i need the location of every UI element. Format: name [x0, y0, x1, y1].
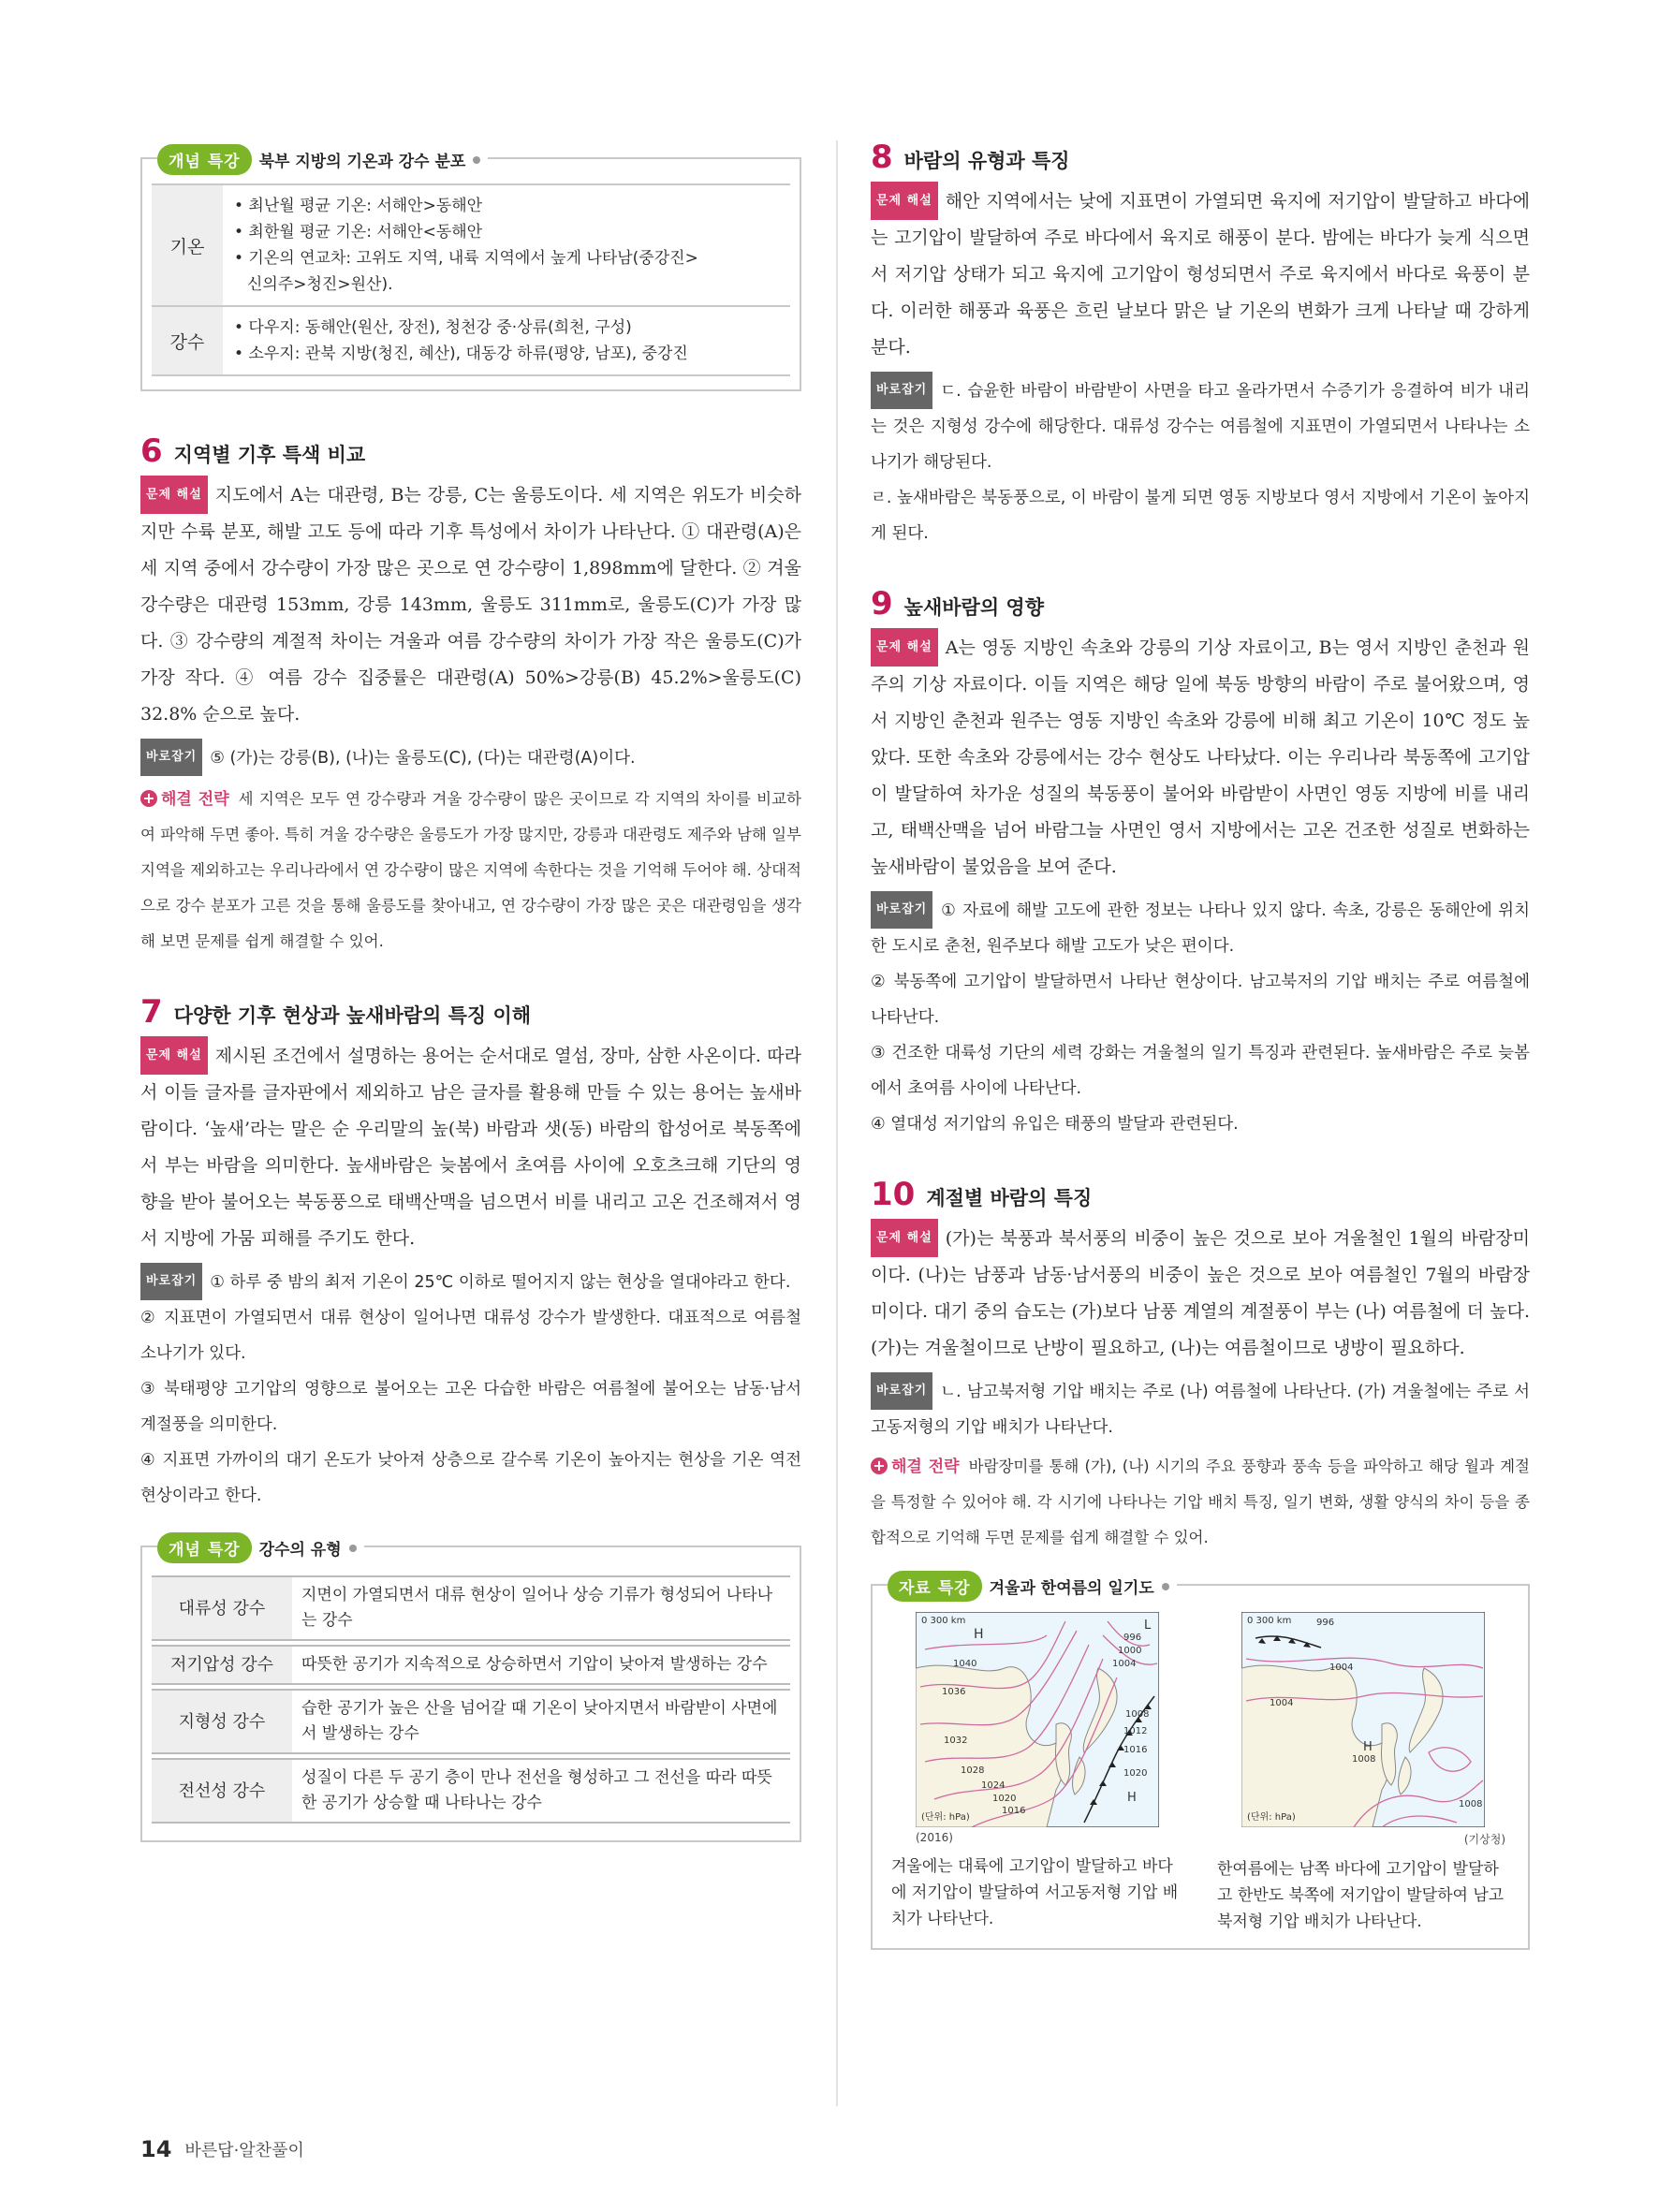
concept-pill: 개념 특강	[157, 1532, 252, 1563]
table-row	[152, 184, 790, 306]
correction: ㄹ. 높새바람은 북동풍으로, 이 바람이 불게 되면 영동 지방보다 영서 지방에서 기온이 높아지게 된다.	[871, 489, 1530, 543]
section-number: 6	[140, 432, 163, 470]
row-head: 대류성 강수	[152, 1575, 292, 1641]
table-row	[152, 306, 790, 375]
map-label: 1004	[1270, 1698, 1294, 1708]
tip-text: 세 지역은 모두 연 강수량과 겨울 강수량이 많은 곳이므로 각 지역의 차이를 비교하여 파악해 두면 좋아. 특히 겨울 강수량은 울릉도가 가장 많지만, 강릉과 대관령도 제주와 남해 일부 지역을 제외하고는 우리나라에서 연 강수량이 많은 지역에 속한다는 것을 기억해 두어야 해. 상대적으로 강수 분포가 고른 것을 통해 울릉도를 찾아내고, 연 강수량이 가장 많은 곳은 대관령임을 생각해 보면 문제를 쉽게 해결할 수 있어.	[140, 790, 801, 950]
list-item: • 최한월 평균 기온: 서해안<동해안	[234, 223, 483, 242]
plus-icon: +	[871, 1458, 888, 1474]
explanation-text: A는 영동 지방인 속초와 강릉의 기상 자료이고, B는 영서 지방인 춘천과 원주의 기상 자료이다. 이들 지역은 해당 일에 북동 방향의 바람이 주로 불어왔으며, 영서 지방인 춘천과 원주는 영동 지방인 속초와 강릉에 비해 최고 기온이 10℃ 정도 높았다. 또한 속초와 강릉에서는 강수 현상도 나타났다. 이는 우리나라 북동쪽에 고기압이 발달하여 차가운 성질의 북동풍이 불어와 바람받이 사면인 영동 지방에 비를 내리고, 태백산맥을 넘어 바람그늘 사면인 영서 지방에서는 고온 건조한 성질로 변화하는 높새바람이 불었음을 보여 준다.	[871, 637, 1530, 877]
table-row	[152, 1689, 790, 1754]
map-label: 1004	[1329, 1663, 1354, 1673]
concept-box-title	[157, 144, 488, 175]
right-column	[871, 140, 1530, 1950]
summer-map-column	[1217, 1612, 1509, 1935]
map-label: 1012	[1123, 1726, 1148, 1736]
map-source-row	[891, 1831, 1183, 1844]
tip-text: 바람장미를 통해 (가), (나) 시기의 주요 풍향과 풍속 등을 파악하고 해당 월과 계절을 특정할 수 있어야 해. 각 시기에 나타나는 기압 배치 특징, 일기 변화, 생활 양식의 차이 등을 종합적으로 기억해 두면 문제를 쉽게 해결할 수 있어.	[871, 1458, 1530, 1546]
map-label: H	[1363, 1740, 1373, 1754]
list-item: 신의주>청진>원산).	[247, 275, 393, 294]
bullet-dot-icon	[473, 156, 480, 164]
row-body	[223, 184, 790, 306]
map-label: 1000	[1118, 1646, 1142, 1656]
strategy-tip	[871, 1449, 1530, 1556]
map-label: 1024	[981, 1780, 1006, 1791]
bullet-dot-icon	[349, 1545, 357, 1552]
summer-caption: 한여름에는 남쪽 바다에 고기압이 발달하고 한반도 북쪽에 저기압이 발달하여 남고북저형 기압 배치가 나타난다.	[1217, 1860, 1505, 1931]
map-label: 1008	[1352, 1754, 1376, 1765]
map-label: 1016	[1002, 1806, 1026, 1816]
explain-tag: 문제 해설	[140, 476, 208, 514]
map-scale: 0 300 km	[921, 1616, 966, 1626]
correction-text: ① 자료에 해발 고도에 관한 정보는 나타나 있지 않다. 속초, 강릉은 동해안에 위치한 도시로 춘천, 원주보다 해발 고도가 낮은 편이다.	[871, 901, 1530, 956]
list-item: • 기온의 연교차: 고위도 지역, 내륙 지역에서 높게 나타남(중강진>	[234, 249, 698, 268]
section-6	[140, 434, 801, 960]
row-head: 전선성 강수	[152, 1758, 292, 1824]
correction: ③ 북태평양 고기압의 영향으로 불어오는 고온 다습한 바람은 여름철에 불어오는 남동·남서 계절풍을 의미한다.	[140, 1380, 801, 1434]
row-head: 기온	[152, 184, 223, 306]
row-head: 저기압성 강수	[152, 1645, 292, 1685]
map-label: 1040	[953, 1659, 977, 1669]
map-label: 1008	[1125, 1709, 1150, 1720]
section-number: 9	[871, 585, 893, 623]
row-body: 따뜻한 공기가 지속적으로 상승하면서 기압이 낮아져 발생하는 강수	[292, 1645, 790, 1685]
explanation	[871, 1219, 1530, 1367]
map-box-title	[888, 1571, 1177, 1602]
correction-text: ① 하루 중 밤의 최저 기온이 25℃ 이하로 떨어지지 않는 현상을 열대야라고 한다.	[210, 1273, 791, 1292]
explanation	[871, 628, 1530, 886]
correction-text: ㄷ. 습윤한 바람이 바람받이 사면을 타고 올라가면서 수증기가 응결하여 비가 내리는 것은 지형성 강수에 해당한다. 대류성 강수는 여름철에 지표면이 가열되면서 나타나는 소나기가 해당된다.	[871, 382, 1530, 472]
map-label: 1032	[944, 1736, 968, 1746]
table-row	[152, 1645, 790, 1685]
explanation-text: 해안 지역에서는 낮에 지표면이 가열되면 육지에 저기압이 발달하고 바다에는 고기압이 발달하여 주로 바다에서 육지로 해풍이 분다. 밤에는 바다가 늦게 식으면서 저기압 상태가 되고 육지에 고기압이 형성되면서 주로 육지에서 바다로 육풍이 분다. 이러한 해풍과 육풍은 흐린 날보다 맑은 날 기온의 변화가 크게 나타날 때 강하게 분다.	[871, 191, 1530, 358]
precipitation-table	[152, 1572, 790, 1827]
summer-weather-map	[1241, 1612, 1485, 1827]
table-row	[152, 1575, 790, 1641]
explanation-text: 지도에서 A는 대관령, B는 강릉, C는 울릉도이다. 세 지역은 위도가 비슷하지만 수륙 분포, 해발 고도 등에 따라 기후 특성에서 차이가 나타난다. ① 대관령(A)은 세 지역 중에서 강수량이 가장 많은 곳으로 연 강수량이 1,898mm에 달한다. ② 겨울 강수량은 대관령 153mm, 강릉 143mm, 울릉도 311mm로, 울릉도(C)가 가장 많다. ③ 강수량의 계절적 차이는 겨울과 여름 강수량의 차이가 가장 작은 울릉도(C)가 가장 작다. ④ 여름 강수 집중률은 대관령(A) 50%>강릉(B) 45.2%>울릉도(C) 32.8% 순으로 높다.	[140, 485, 801, 725]
winter-map-svg	[916, 1612, 1159, 1827]
map-label: H	[1127, 1791, 1137, 1805]
explain-tag: 문제 해설	[871, 182, 938, 220]
plus-icon: +	[140, 790, 157, 807]
tip-label: 해결 전략	[161, 790, 229, 809]
row-body: 성질이 다른 두 공기 층이 만나 전선을 형성하고 그 전선을 따라 따뜻한 공기가 상승할 때 나타나는 강수	[292, 1758, 790, 1824]
map-label: 1008	[1459, 1799, 1483, 1809]
map-unit: (단위: hPa)	[921, 1812, 970, 1823]
row-body: 습한 공기가 높은 산을 넘어갈 때 기온이 낮아지면서 바람받이 사면에서 발생하는 강수	[292, 1689, 790, 1754]
map-unit: (단위: hPa)	[1247, 1812, 1296, 1823]
correction	[871, 891, 1530, 964]
section-title: 바람의 유형과 특징	[903, 150, 1070, 172]
data-pill: 자료 특강	[888, 1571, 982, 1602]
book-title: 바른답·알찬풀이	[184, 2141, 304, 2161]
correction: ③ 건조한 대륙성 기단의 세력 강화는 겨울철의 일기 특징과 관련된다. 높새바람은 주로 늦봄에서 초여름 사이에 나타난다.	[871, 1044, 1530, 1098]
row-head: 지형성 강수	[152, 1689, 292, 1754]
weather-maps	[891, 1612, 1509, 1935]
correction-text: ⑤ (가)는 강릉(B), (나)는 울릉도(C), (다)는 대관령(A)이다.	[210, 749, 636, 768]
correction: ② 북동쪽에 고기압이 발달하면서 나타난 현상이다. 남고북저의 기압 배치는 주로 여름철에 나타난다.	[871, 973, 1530, 1027]
section-number: 8	[871, 139, 893, 176]
summer-map-svg	[1241, 1612, 1485, 1827]
map-label: L	[1144, 1619, 1152, 1633]
winter-weather-map	[916, 1612, 1159, 1827]
section-title: 높새바람의 영향	[903, 596, 1044, 619]
column-divider	[836, 140, 838, 2106]
strategy-tip	[140, 782, 801, 960]
correction	[871, 372, 1530, 480]
correction: ② 지표면이 가열되면서 대류 현상이 일어나면 대류성 강수가 발생한다. 대표적으로 여름철 소나기가 있다.	[140, 1309, 801, 1363]
fix-tag: 바로잡기	[871, 891, 932, 929]
concept-title: 강수의 유형	[258, 1541, 342, 1560]
fix-tag: 바로잡기	[140, 739, 202, 776]
explanation-text: 제시된 조건에서 설명하는 용어는 순서대로 열섬, 장마, 삼한 사온이다. 따라서 이들 글자를 글자판에서 제외하고 남은 글자를 활용해 만들 수 있는 용어는 높새바람이다. ‘높새’라는 말은 순 우리말의 높(북) 바람과 샛(동) 바람의 합성어로 북동쪽에서 부는 바람을 의미한다. 높새바람은 늦봄에서 초여름 사이에 오호츠크해 기단의 영향을 받아 불어오는 북동풍으로 태백산맥을 넘으면서 비를 내리고 고온 건조해져서 영서 지방에 가뭄 피해를 주기도 한다.	[140, 1046, 801, 1249]
section-title: 다양한 기후 현상과 높새바람의 특징 이해	[173, 1004, 532, 1027]
list-item: • 소우지: 관북 지방(청진, 혜산), 대동강 하류(평양, 남포), 중강진	[234, 344, 688, 363]
section-10	[871, 1178, 1530, 1556]
explanation	[140, 1036, 801, 1257]
section-8	[871, 140, 1530, 551]
explanation	[871, 182, 1530, 366]
row-body: 지면이 가열되면서 대류 현상이 일어나 상승 기류가 형성되어 나타나는 강수	[292, 1575, 790, 1641]
correction: ④ 지표면 가까이의 대기 온도가 낮아져 상층으로 갈수록 기온이 높아지는 현상을 기온 역전 현상이라고 한다.	[140, 1451, 801, 1505]
map-label: 996	[1316, 1618, 1335, 1628]
fix-tag: 바로잡기	[140, 1263, 202, 1300]
concept-pill: 개념 특강	[157, 144, 252, 175]
correction: ④ 열대성 저기압의 유입은 태풍의 발달과 관련된다.	[871, 1115, 1239, 1134]
correction	[140, 739, 801, 776]
list-item: • 다우지: 동해안(원산, 장전), 청천강 중·상류(희천, 구성)	[234, 318, 632, 337]
concept-box-precipitation	[140, 1541, 801, 1842]
fix-tag: 바로잡기	[871, 372, 932, 409]
concept-box-north-climate	[140, 153, 801, 391]
map-label: 996	[1123, 1633, 1142, 1643]
map-box-heading: 겨울과 한여름의 일기도	[989, 1579, 1154, 1598]
section-9	[871, 587, 1530, 1142]
left-column	[140, 140, 801, 1842]
concept-table	[152, 183, 790, 376]
map-label: H	[974, 1627, 984, 1642]
map-label: 1036	[942, 1687, 966, 1697]
map-label: 1028	[961, 1765, 985, 1776]
fix-tag: 바로잡기	[871, 1372, 932, 1410]
map-source-row	[1217, 1831, 1509, 1847]
table-row	[152, 1758, 790, 1824]
winter-caption: 겨울에는 대륙에 고기압이 발달하고 바다에 저기압이 발달하여 서고동저형 기압 배치가 나타난다.	[891, 1857, 1179, 1928]
row-body	[223, 306, 790, 375]
explain-tag: 문제 해설	[871, 1219, 938, 1257]
bullet-dot-icon	[1162, 1583, 1169, 1590]
row-head: 강수	[152, 306, 223, 375]
map-source: (기상청)	[1463, 1833, 1505, 1846]
explanation-text: (가)는 북풍과 북서풍의 비중이 높은 것으로 보아 겨울철인 1월의 바람장미이다. (나)는 남풍과 남동·남서풍의 비중이 높은 것으로 보아 여름철인 7월의 바람장미이다. 대기 중의 습도는 (가)보다 남풍 계열의 계절풍이 부는 (나) 여름철에 더 높다. (가)는 겨울철이므로 난방이 필요하고, (나)는 여름철이므로 냉방이 필요하다.	[871, 1228, 1530, 1358]
section-title: 계절별 바람의 특징	[926, 1187, 1093, 1209]
explain-tag: 문제 해설	[871, 628, 938, 667]
page-number: 14	[140, 2136, 172, 2162]
tip-label: 해결 전략	[891, 1458, 960, 1476]
concept-title: 북부 지방의 기온과 강수 분포	[258, 153, 466, 171]
section-number: 7	[140, 993, 163, 1031]
correction	[140, 1263, 801, 1300]
map-year: (2016)	[916, 1831, 953, 1844]
map-label: 1020	[992, 1794, 1017, 1804]
section-7	[140, 995, 801, 1514]
map-label: 1004	[1112, 1659, 1137, 1669]
map-label: 1020	[1123, 1768, 1148, 1779]
page-footer	[140, 2136, 304, 2162]
correction-text: ㄴ. 남고북저형 기압 배치는 주로 (나) 여름철에 나타난다. (가) 겨울철에는 주로 서고동저형의 기압 배치가 나타난다.	[871, 1383, 1530, 1437]
list-item: • 최난월 평균 기온: 서해안>동해안	[234, 197, 483, 215]
explanation	[140, 476, 801, 733]
map-label: 1016	[1123, 1745, 1148, 1755]
map-scale: 0 300 km	[1247, 1616, 1292, 1626]
weather-map-box	[871, 1579, 1530, 1950]
correction	[871, 1372, 1530, 1445]
winter-map-column	[891, 1612, 1183, 1935]
explain-tag: 문제 해설	[140, 1036, 208, 1075]
section-title: 지역별 기후 특색 비교	[173, 444, 366, 466]
concept-box-title	[157, 1532, 364, 1563]
section-number: 10	[871, 1176, 916, 1213]
